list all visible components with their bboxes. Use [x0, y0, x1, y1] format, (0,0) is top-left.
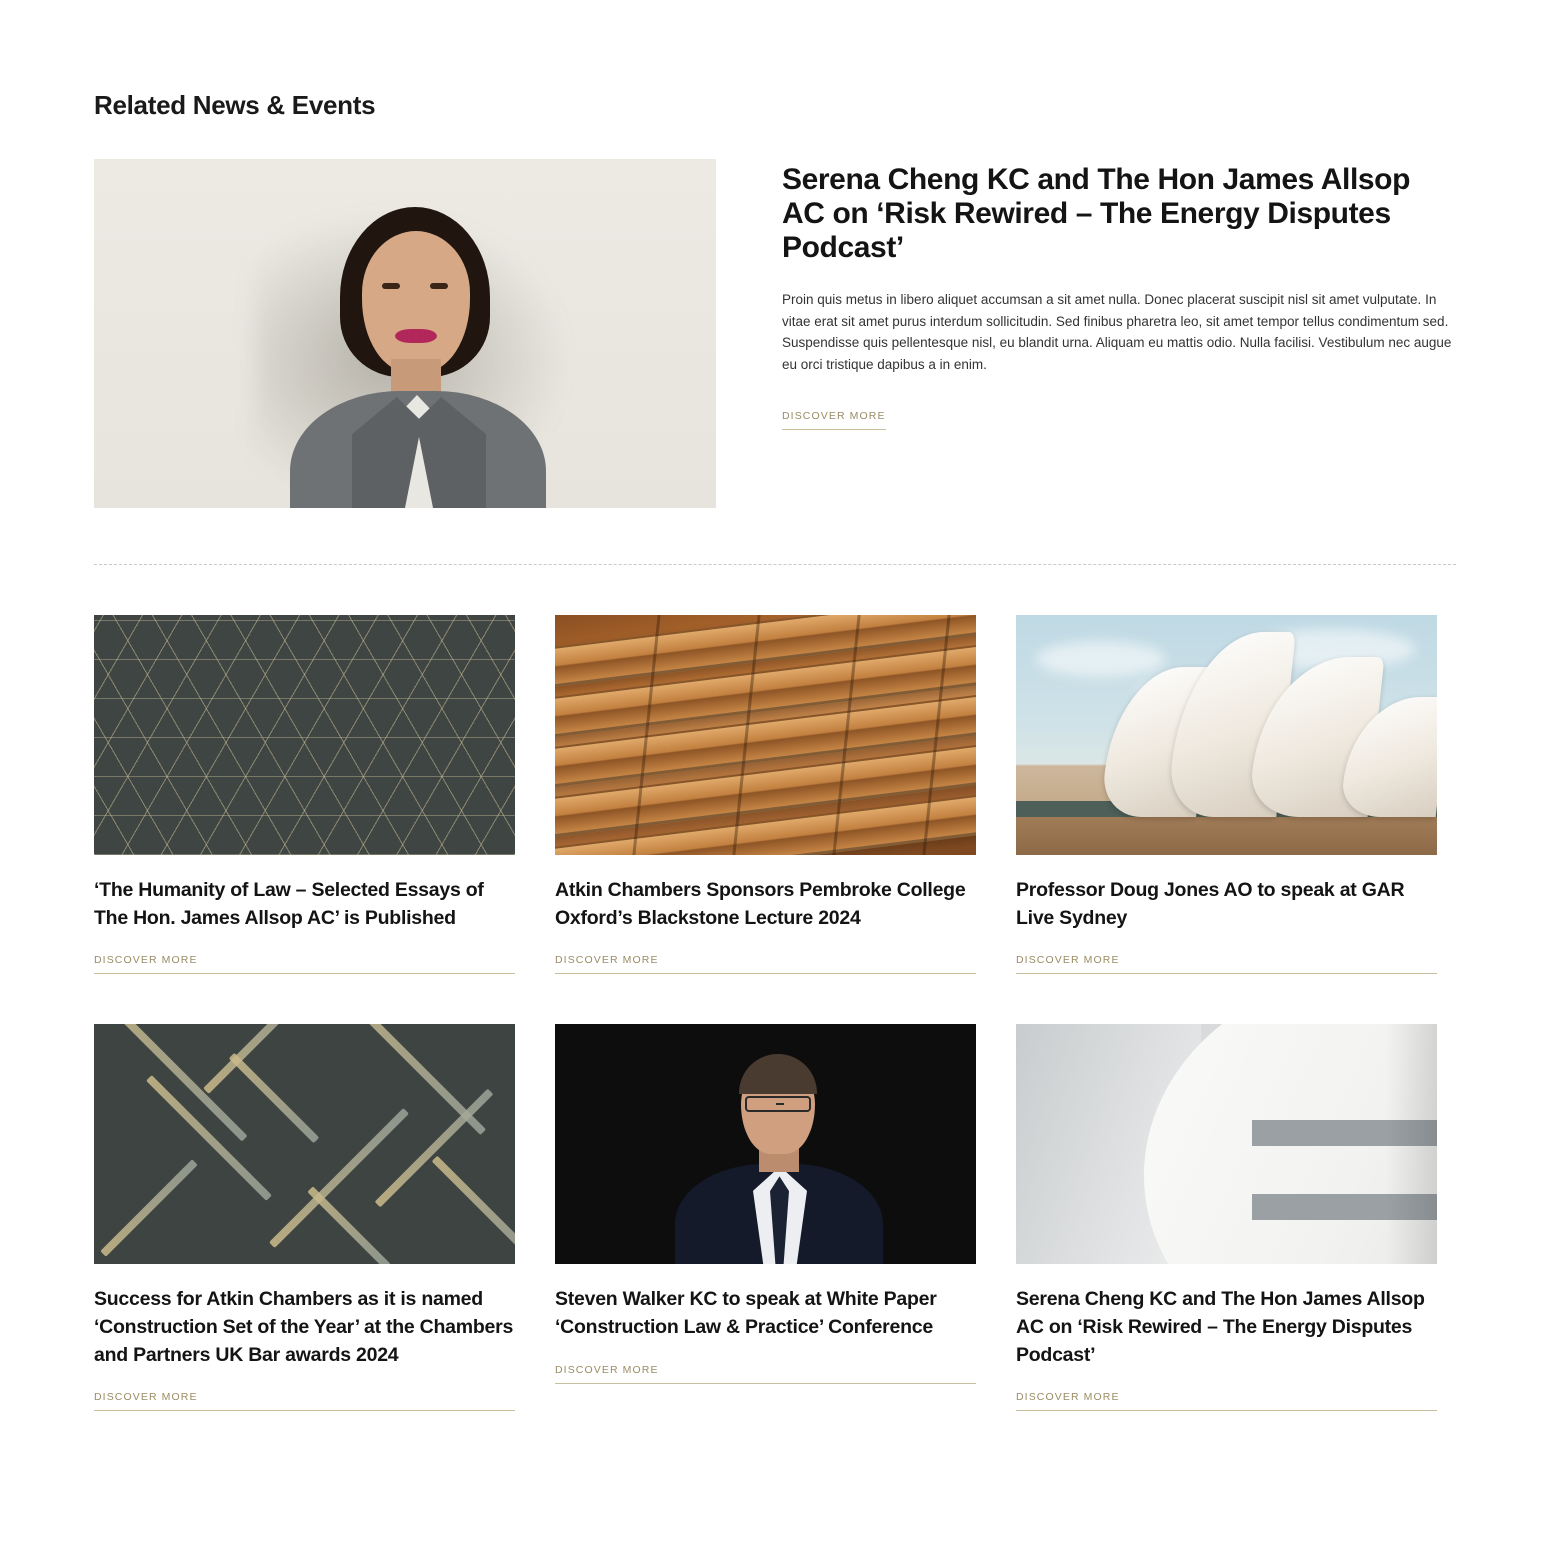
news-card-image-diagonal-lines[interactable] [94, 1024, 515, 1264]
glasses-icon [745, 1096, 811, 1112]
featured-article-title[interactable]: Serena Cheng KC and The Hon James Allsop AC on ‘Risk Rewired – The Energy Disputes Podcast’ [782, 163, 1411, 264]
news-card [555, 1024, 976, 1411]
news-card-title[interactable]: Steven Walker KC to speak at White Paper ‘Construction Law & Practice’ Conference [555, 1288, 937, 1339]
news-card-discover-more-link[interactable]: DISCOVER MORE [94, 954, 515, 974]
news-card-title[interactable]: Success for Atkin Chambers as it is named ‘Construction Set of the Year’ at the Chambers and Partners UK Bar awards 2024 [94, 1288, 514, 1366]
featured-article [94, 159, 1456, 508]
featured-discover-more-link[interactable]: DISCOVER MORE [782, 410, 886, 430]
featured-article-image[interactable] [94, 159, 716, 508]
news-card-title[interactable]: Professor Doug Jones AO to speak at GAR Live Sydney [1016, 879, 1405, 929]
news-card-discover-more-link[interactable]: DISCOVER MORE [555, 1364, 976, 1384]
news-card-image-opera-house[interactable] [1016, 615, 1437, 855]
news-card-image-lecture-seats[interactable] [555, 615, 976, 855]
news-card [94, 615, 515, 974]
portrait-mouth [395, 329, 437, 343]
news-card-image-portrait-man[interactable] [555, 1024, 976, 1264]
news-card-discover-more-link[interactable]: DISCOVER MORE [94, 1391, 515, 1411]
news-card-title[interactable]: ‘The Humanity of Law – Selected Essays of The Hon. James Allsop AC’ is Published [94, 879, 484, 929]
news-card-image-cubes[interactable] [94, 615, 515, 855]
portrait-eye-left [382, 283, 400, 289]
news-card-discover-more-link[interactable]: DISCOVER MORE [1016, 954, 1437, 974]
featured-article-text [782, 159, 1456, 430]
news-card-discover-more-link[interactable]: DISCOVER MORE [555, 954, 976, 974]
news-card-title[interactable]: Serena Cheng KC and The Hon James Allsop AC on ‘Risk Rewired – The Energy Disputes Podcast’ [1016, 1288, 1425, 1366]
news-card-grid [94, 615, 1456, 1411]
news-card-title[interactable]: Atkin Chambers Sponsors Pembroke College Oxford’s Blackstone Lecture 2024 [555, 879, 966, 929]
news-card [1016, 1024, 1437, 1411]
news-card-discover-more-link[interactable]: DISCOVER MORE [1016, 1391, 1437, 1411]
news-card [1016, 615, 1437, 974]
section-divider [94, 564, 1456, 565]
news-card [94, 1024, 515, 1411]
portrait-eye-right [430, 283, 448, 289]
featured-article-body: Proin quis metus in libero aliquet accumsan a sit amet nulla. Donec placerat suscipit nisl sit amet vulputate. In vitae erat sit amet purus interdum sollicitudin. Sed finibus pharetra leo, sit amet tempor tellus condimentum sed. Suspendisse quis pellentesque nisl, eu blandit urna. Aliquam eu mattis odio. Nulla facilisi. Vestibulum nec augue eu orci tristique dapibus a in enim. [782, 291, 1452, 373]
page-title: Related News & Events [94, 90, 376, 120]
portrait-face [362, 231, 470, 373]
news-card-image-architecture[interactable] [1016, 1024, 1437, 1264]
news-card [555, 615, 976, 974]
portrait-hair [739, 1054, 817, 1094]
